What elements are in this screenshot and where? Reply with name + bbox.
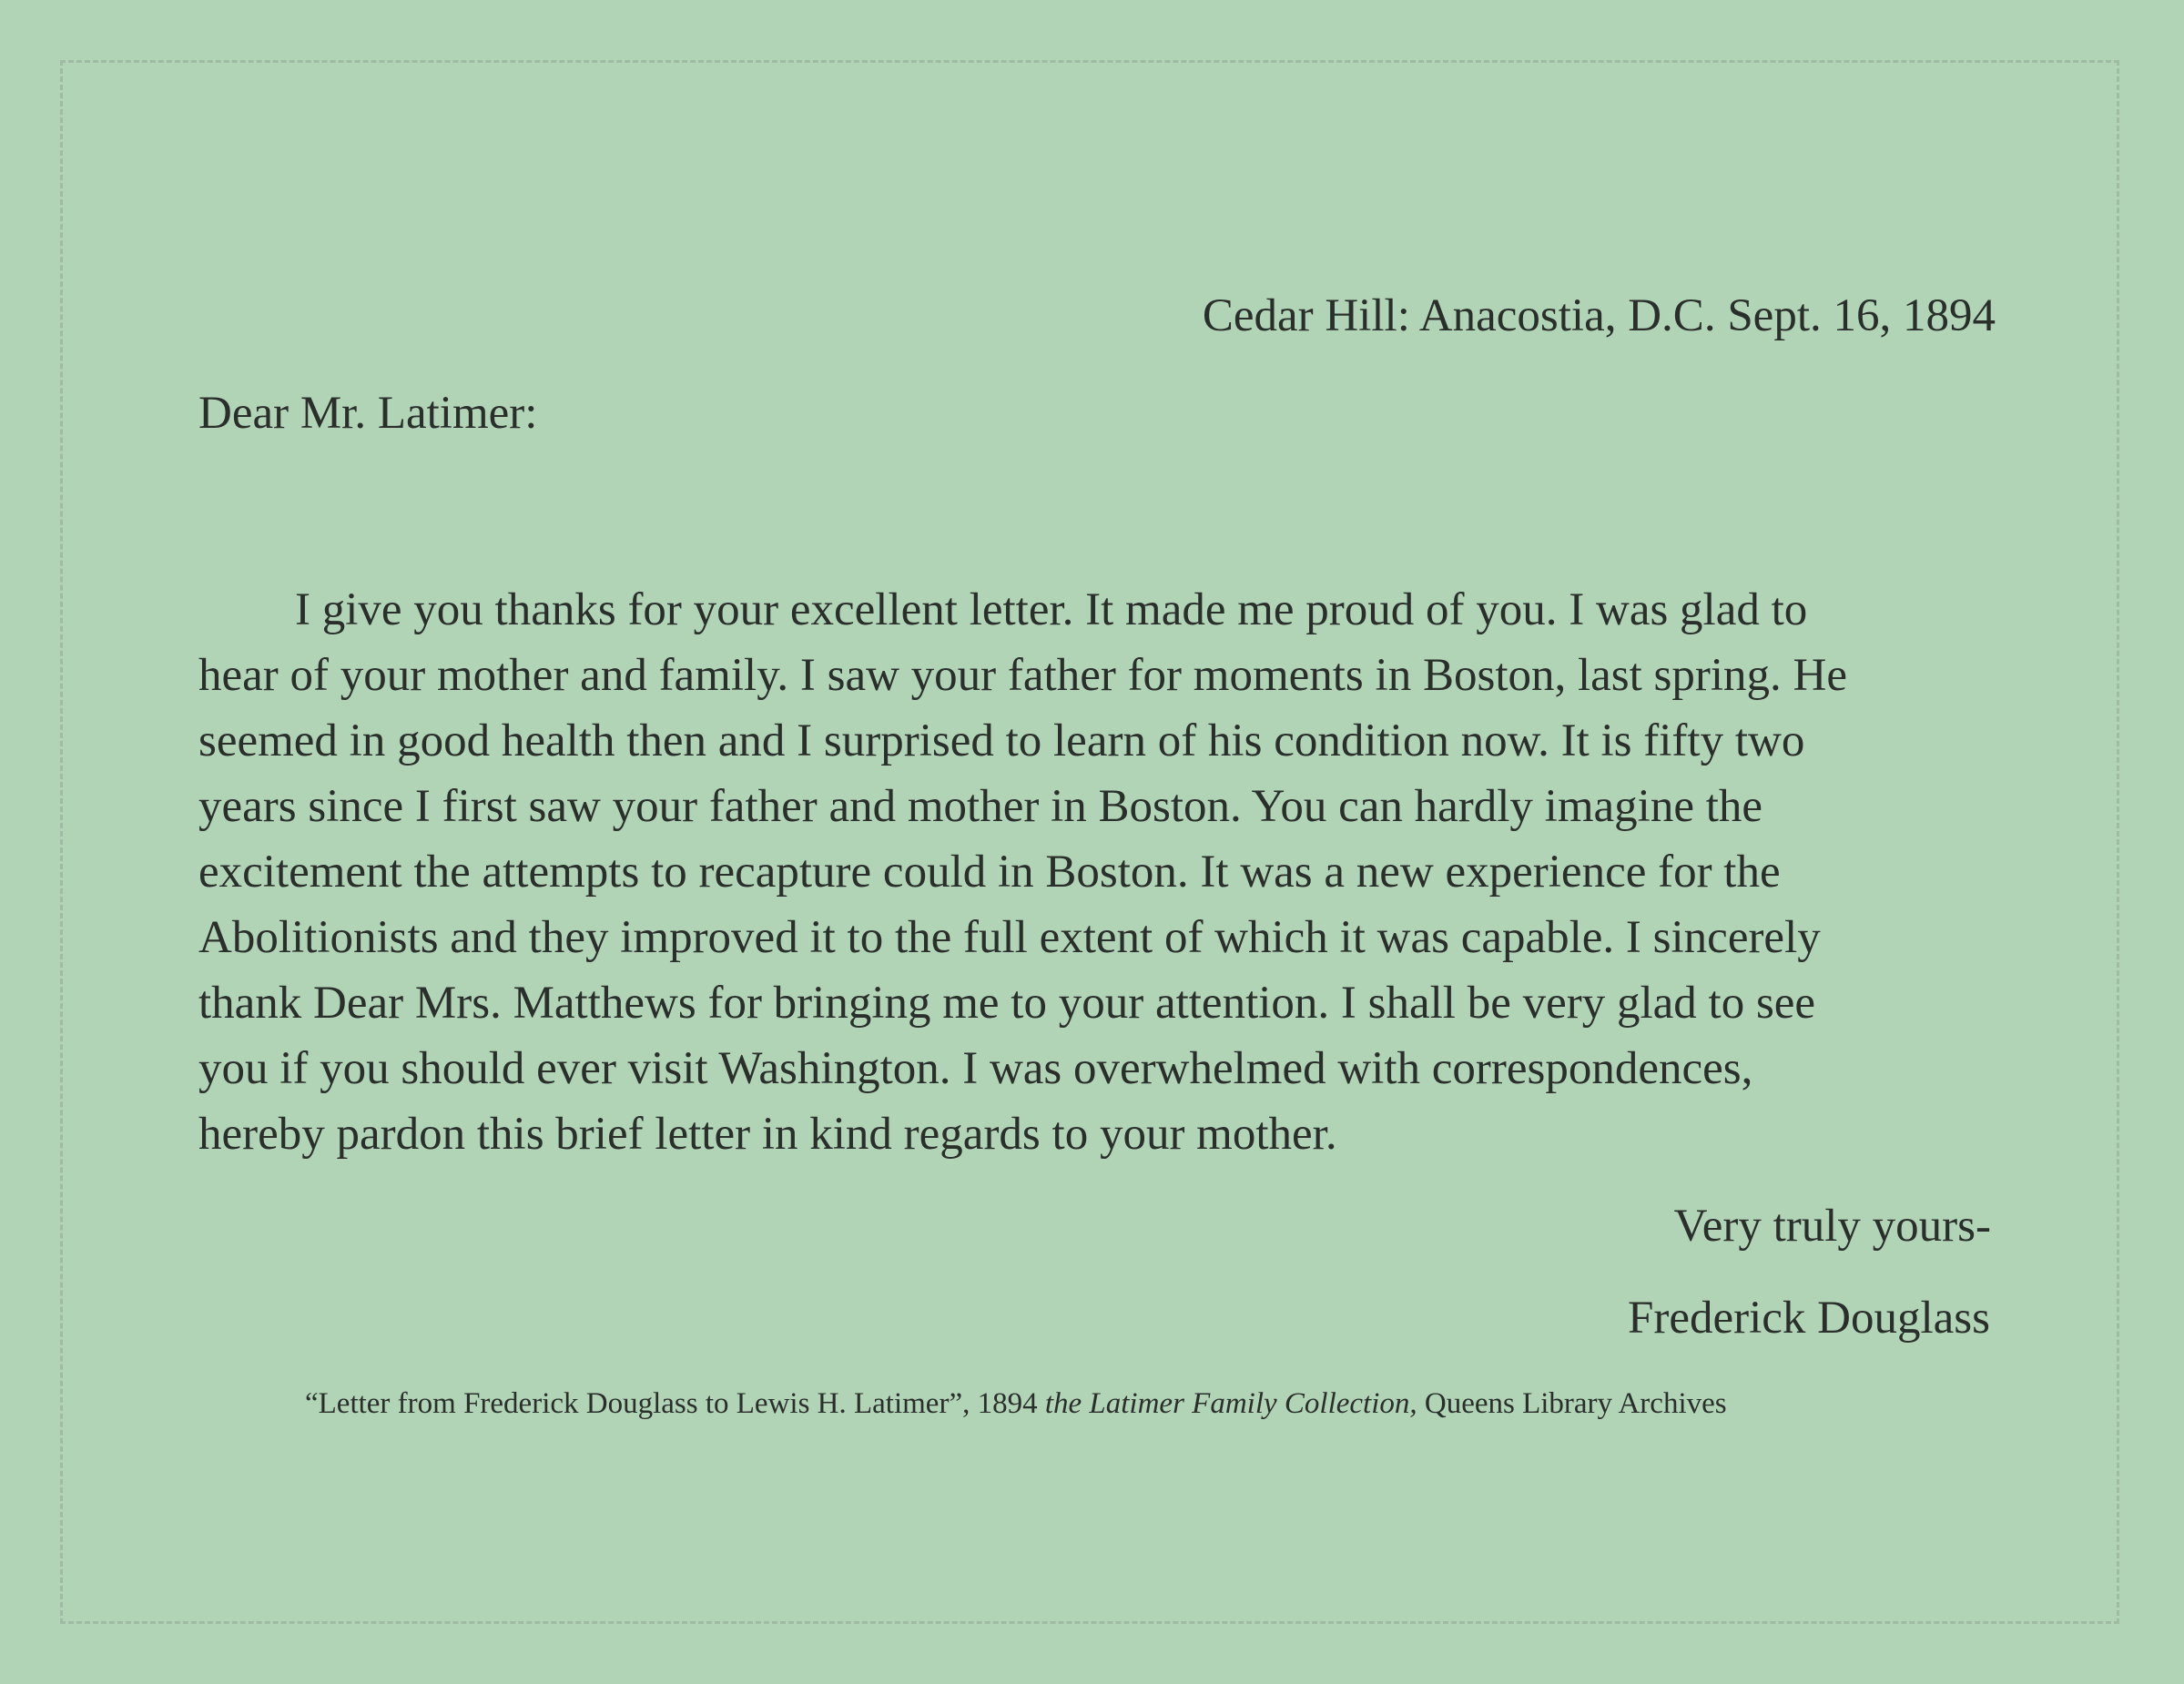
citation-collection: the Latimer Family Collection, (1044, 1387, 1417, 1420)
letter-salutation: Dear Mr. Latimer: (198, 388, 538, 439)
letter-dateline: Cedar Hill: Anacostia, D.C. Sept. 16, 1894 (1202, 290, 1996, 341)
body-line: you if you should ever visit Washington. I was overwhelmed with correspondences, (198, 1043, 1753, 1094)
body-line: years since I first saw your father and mother in Boston. You can hardly imagine the (198, 781, 1763, 832)
body-line: hereby pardon this brief letter in kind regards to your mother. (198, 1109, 1337, 1160)
letter-body (198, 577, 1847, 1167)
body-line: excitement the attempts to recapture could in Boston. It was a new experience for the (198, 847, 1781, 898)
body-line: thank Dear Mrs. Matthews for bringing me to your attention. I shall be very glad to see (198, 978, 1816, 1029)
letter-closing: Very truly yours- (1673, 1201, 1991, 1252)
source-citation (305, 1387, 1727, 1421)
citation-title: “Letter from Frederick Douglass to Lewis H. Latimer”, 1894 (305, 1387, 1038, 1420)
body-line: Abolitionists and they improved it to the full extent of which it was capable. I sincerely (198, 912, 1821, 963)
citation-archive: Queens Library Archives (1424, 1387, 1727, 1420)
letter-signature: Frederick Douglass (1628, 1293, 1990, 1344)
body-line: seemed in good health then and I surprised to learn of his condition now. It is fifty two (198, 715, 1805, 766)
body-line: I give you thanks for your excellent letter. It made me proud of you. I was glad to (295, 584, 1808, 635)
body-line: hear of your mother and family. I saw your father for moments in Boston, last spring. He (198, 650, 1848, 701)
